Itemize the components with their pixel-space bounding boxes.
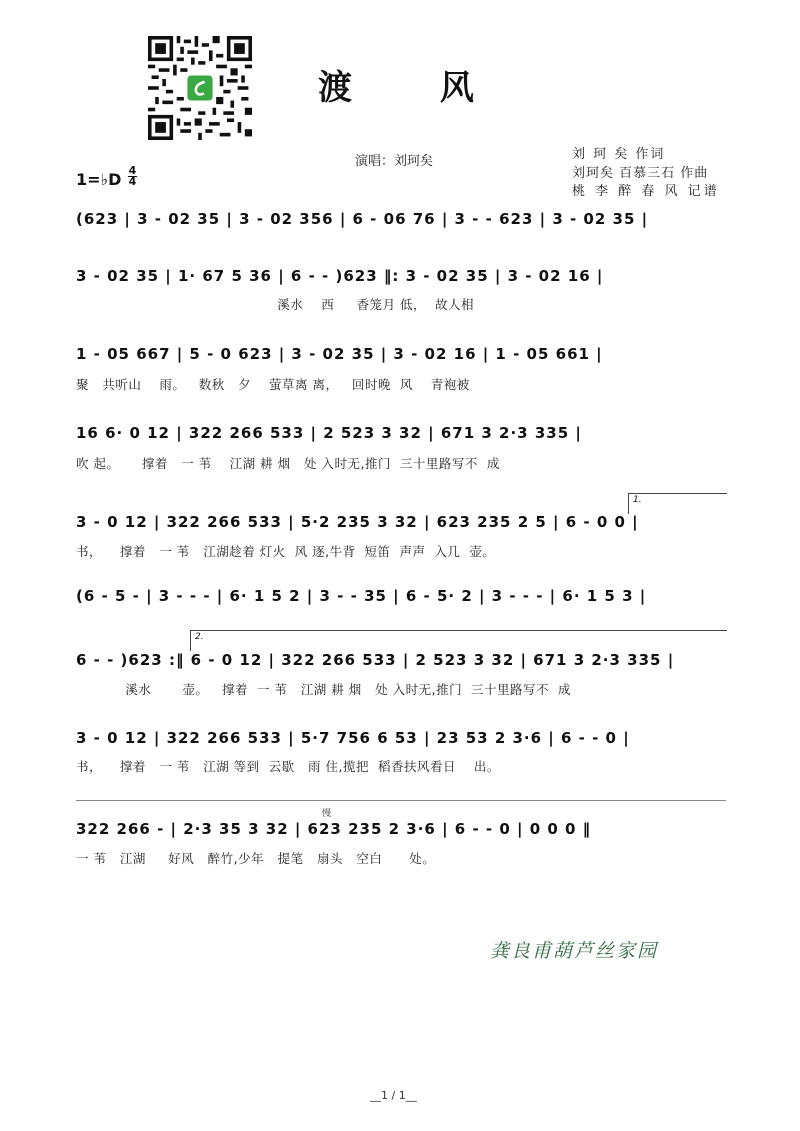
volta-label-2: 2.: [195, 632, 204, 642]
time-signature-bottom: 4: [128, 175, 137, 188]
score-line-3: 1 - 05 667 | 5 - 0 623 | 3 - 02 35 | 3 - 02 16 | 1 - 05 661 |: [76, 345, 603, 363]
tie-line: [76, 800, 726, 801]
score-line-8: 3 - 0 12 | 322 266 533 | 5·7 756 6 53 | 23 53 2 3·6 | 6 - - 0 |: [76, 729, 630, 747]
composer-credit: 刘珂矣 百慕三石 作曲: [572, 166, 709, 181]
lyric-line-5: 书， 撑着 一 苇 江湖趁着 灯火 风 逐,牛背 短笛 声声 入几 壶。: [76, 544, 496, 559]
lyric-line-4: 吹 起。 撑着 一 苇 江湖 耕 烟 处 入时无,推门 三十里路写不 成: [76, 456, 500, 471]
studio-name: 龚良甫葫芦丝家园: [490, 940, 659, 962]
score-line-7: 6 - - )623 :‖ 6 - 0 12 | 322 266 533 | 2 523 3 32 | 671 3 2·3 335 |: [76, 651, 675, 669]
time-signature: [128, 166, 137, 187]
song-title: 渡 风: [318, 68, 512, 108]
score-line-5: 3 - 0 12 | 322 266 533 | 5·2 235 3 32 | 623 235 2 5 | 6 - 0 0 |: [76, 513, 639, 531]
qr-code-image: [148, 36, 252, 140]
score-line-1: (623 | 3 - 02 35 | 3 - 02 356 | 6 - 06 76 | 3 - - 623 | 3 - 02 35 |: [76, 210, 649, 228]
tempo-mark: 慢: [322, 809, 332, 819]
key-signature: 1=♭D: [76, 170, 122, 189]
lyric-line-3: 聚 共听山 雨。 数秋 夕 萤草离 离， 回时晚 风 青袍被: [76, 377, 470, 392]
page-number: __1 / 1__: [370, 1089, 417, 1102]
lyric-line-9: 一 苇 江湖 好风 醉竹,少年 提笔 扇头 空白 处。: [76, 851, 436, 866]
lyric-line-7: 溪水 壶。 撑着 一 苇 江湖 耕 烟 处 入时无,推门 三十里路写不 成: [76, 682, 571, 697]
lyric-line-8: 书， 撑着 一 苇 江湖 等到 云歇 雨 住,揽把 稻香扶风看日 出。: [76, 759, 500, 774]
lyric-line-2: 溪水 西 香笼月 低， 故人相: [76, 297, 474, 312]
volta-label-1: 1.: [633, 495, 642, 505]
transcriber-credit: 桃 李 醉 春 风 记谱: [572, 184, 720, 199]
score-line-4: 16 6· 0 12 | 322 266 533 | 2 523 3 32 | 671 3 2·3 335 |: [76, 424, 582, 442]
volta-bracket-1: [628, 493, 727, 514]
score-line-9: 322 266 - | 2·3 35 3 32 | 623 235 2 3·6 | 6 - - 0 | 0 0 0 ‖: [76, 820, 592, 838]
time-signature-top: 4: [128, 164, 137, 177]
volta-bracket-2: [190, 630, 727, 651]
lyricist-credit: 刘 珂 矣 作词: [572, 147, 666, 162]
singer-credit: 演唱：刘珂矣: [355, 154, 434, 169]
score-line-6: (6 - 5 - | 3 - - - | 6· 1 5 2 | 3 - - 35 | 6 - 5· 2 | 3 - - - | 6· 1 5 3 |: [76, 587, 647, 605]
score-line-2: 3 - 02 35 | 1· 67 5 36 | 6 - - )623 ‖: 3 - 02 35 | 3 - 02 16 |: [76, 267, 604, 285]
